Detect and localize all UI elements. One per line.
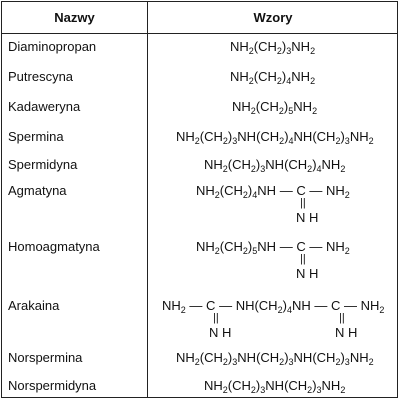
row-name-putrescyna: Putrescyna	[8, 69, 74, 84]
row-name-agmatyna: Agmatyna	[8, 183, 67, 198]
row-name-arakaina: Arakaina	[8, 298, 60, 313]
column-divider	[147, 2, 148, 397]
row-name-spermina: Spermina	[8, 129, 64, 144]
row-name-kadaweryna: Kadaweryna	[8, 99, 81, 114]
double-bond-arakaina-left: ||	[213, 312, 219, 324]
row-name-norspermidyna: Norspermidyna	[8, 378, 97, 393]
double-bond-arakaina-right: ||	[339, 312, 345, 324]
formula-spermidyna: $NH_2(CH_2)_3NH(CH_2)_4NH_2$	[204, 157, 346, 174]
formula-arakaina: $NH_2$ — C — $NH(CH_2)_4NH$ — C — $NH_2$	[162, 298, 385, 315]
formula-kadaweryna: $NH_2(CH_2)_5NH_2$	[232, 99, 318, 116]
imine-agmatyna: N H	[296, 210, 319, 225]
formula-spermina: $NH_2(CH_2)_3NH(CH_2)_4NH(CH_2)_3NH_2$	[176, 129, 374, 146]
polyamine-table	[1, 1, 398, 398]
formula-diaminopropan: $NH_2(CH_2)_3NH_2$	[230, 39, 316, 56]
table-header-row	[2, 2, 397, 34]
double-bond-agmatyna: ||	[300, 197, 306, 209]
row-name-norspermina: Norspermina	[8, 350, 83, 365]
formula-putrescyna: $NH_2(CH_2)_4NH_2$	[230, 69, 316, 86]
row-name-spermidyna: Spermidyna	[8, 157, 78, 172]
row-name-homoagmatyna: Homoagmatyna	[8, 239, 100, 254]
imine-homoagmatyna: N H	[296, 266, 319, 281]
header-formulas: Wzory	[253, 10, 293, 25]
row-name-diaminopropan: Diaminopropan	[8, 39, 97, 54]
formula-homoagmatyna: $NH_2(CH_2)_5NH$ — C — $NH_2$	[196, 239, 350, 256]
header-names: Nazwy	[54, 10, 95, 25]
double-bond-homoagmatyna: ||	[300, 253, 306, 265]
formula-agmatyna: $NH_2(CH_2)_4NH$ — C — $NH_2$	[196, 183, 350, 200]
imine-arakaina-left: N H	[209, 325, 232, 340]
formula-norspermina: $NH_2(CH_2)_3NH(CH_2)_3NH(CH_2)_3NH_2$	[176, 350, 374, 367]
formula-norspermidyna: $NH_2(CH_2)_3NH(CH_2)_3NH_2$	[204, 378, 346, 395]
imine-arakaina-right: N H	[335, 325, 358, 340]
